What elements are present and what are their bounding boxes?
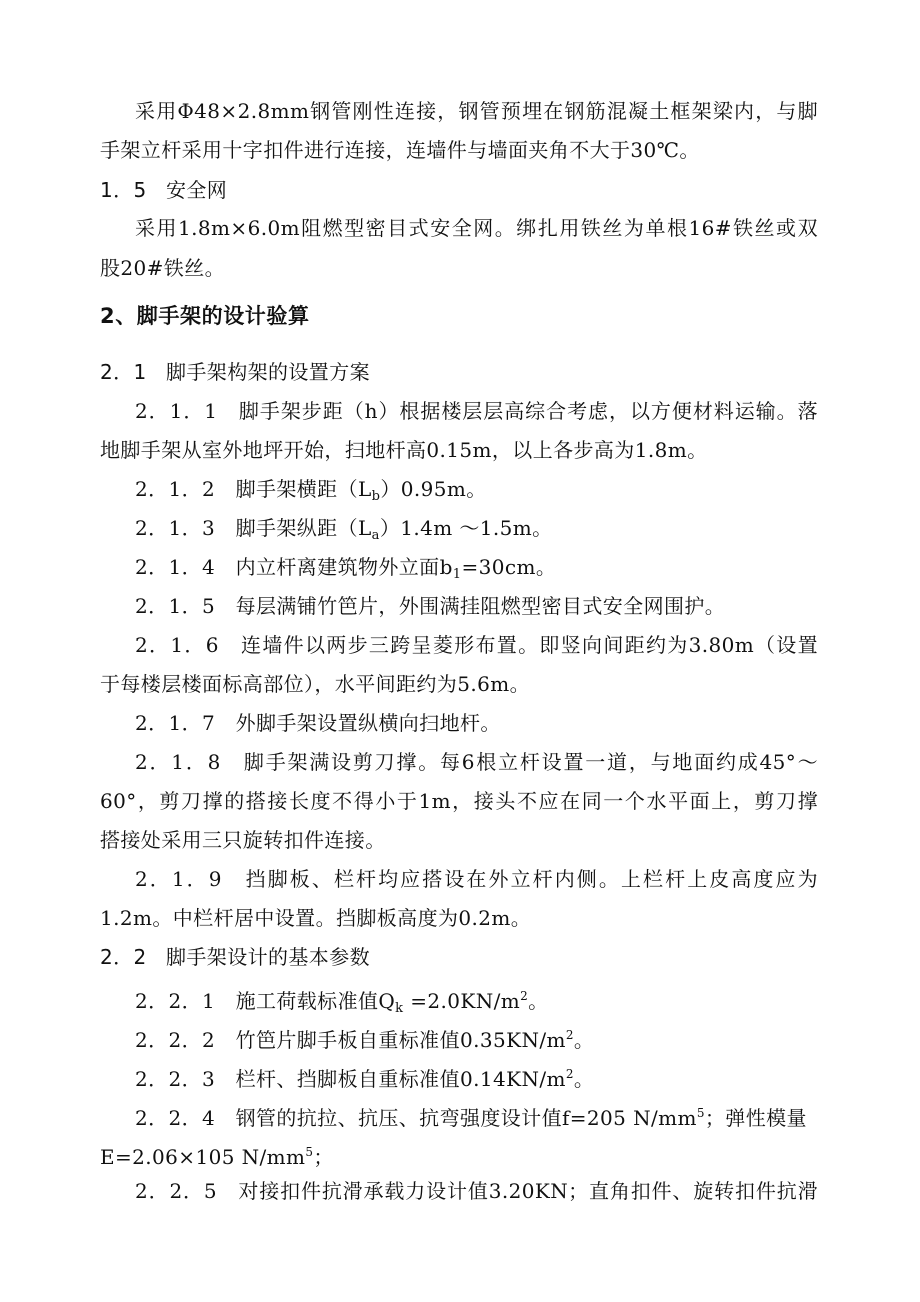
paragraph-line: 搭接处采用三只旋转扣件连接。 [100,828,386,852]
paragraph-line: 采用Φ48×2.8mm钢管刚性连接，钢管预埋在钢筋混凝土框架梁内，与脚 [135,99,818,123]
subscript: b [371,489,381,504]
paragraph-line: 2．1．7 外脚手架设置纵横向扫地杆。 [135,711,501,735]
superscript: 2 [520,989,529,1003]
text-run: 2．1．4 内立杆离建筑物外立面b [135,555,453,579]
text-run: ； [313,1145,334,1169]
subscript: a [371,528,380,543]
paragraph-line: 手架立杆采用十字扣件进行连接，连墙件与墙面夹角不大于30℃。 [100,138,700,162]
paragraph-line: 2．1．8 脚手架满设剪刀撑。每6根立杆设置一道，与地面约成45°～ [135,750,818,774]
paragraph-line [135,1022,594,1053]
paragraph-line [135,983,549,1022]
paragraph-line: 1.2m。中栏杆居中设置。挡脚板高度为0.2m。 [100,906,532,930]
subscript: 1 [452,567,462,582]
section-number: 2．1 [100,360,147,384]
paragraph-line: 2．1．9 挡脚板、栏杆均应搭设在外立杆内侧。上栏杆上皮高度应为 [135,867,818,891]
section-number: 1．5 [100,178,147,202]
section-title: 脚手架设计的基本参数 [166,945,370,969]
section-title: 脚手架构架的设置方案 [166,360,370,384]
paragraph-line [135,476,487,510]
text-run: 2．1．2 脚手架横距（L [135,477,372,501]
text-run: 2．1．3 脚手架纵距（L [135,516,372,540]
section-heading-2-2 [100,944,370,970]
paragraph-line: 股20#铁丝。 [100,256,226,280]
text-run: 。 [573,1028,595,1052]
superscript: 2 [565,1028,574,1042]
text-run: =2.0KN/m [403,989,521,1013]
text-run: ；弹性模量 [704,1106,807,1130]
paragraph-line: 地脚手架从室外地坪开始，扫地杆高0.15m，以上各步高为1.8m。 [100,438,708,462]
section-title: 安全网 [166,178,228,202]
text-run: 。 [573,1067,595,1091]
chapter-heading: 2、脚手架的设计验算 [100,304,310,328]
section-heading-2-1 [100,359,370,385]
section-number: 2．2 [100,945,147,969]
text-run: 2．2．4 钢管的抗拉、抗压、抗弯强度设计值f=205 N/mm [135,1106,697,1130]
paragraph-line: 于每楼层楼面标高部位），水平间距约为5.6m。 [100,672,530,696]
superscript: 5 [696,1106,705,1120]
paragraph-line: 2．1．5 每层满铺竹笆片，外围满挂阻燃型密目式安全网围护。 [135,594,726,618]
paragraph-line: 采用1.8m×6.0m阻燃型密目式安全网。绑扎用铁丝为单根16#铁丝或双 [135,216,818,240]
paragraph-line [100,1139,334,1170]
superscript: 2 [565,1067,574,1081]
paragraph-line [135,515,553,549]
text-run: ）1.4m ～1.5m。 [379,516,553,540]
text-run: E=2.06×105 N/mm [100,1145,306,1169]
superscript: 5 [305,1145,314,1159]
subscript: k [395,1001,404,1016]
paragraph-line [135,1100,807,1131]
paragraph-line: 2．2．5 对接扣件抗滑承载力设计值3.20KN；直角扣件、旋转扣件抗滑 [135,1179,818,1203]
paragraph-line [135,554,556,588]
text-run: ）0.95m。 [380,477,487,501]
paragraph-line: 2．1．1 脚手架步距（h）根据楼层层高综合考虑，以方便材料运输。落 [135,399,818,423]
text-run: 2．2．2 竹笆片脚手板自重标准值0.35KN/m [135,1028,566,1052]
text-run: =30cm。 [461,555,557,579]
section-heading-1-5 [100,177,227,203]
paragraph-line: 60°，剪刀撑的搭接长度不得小于1m，接头不应在同一个水平面上，剪刀撑 [100,789,818,813]
paragraph-line [135,1061,594,1092]
text-run: 2．2．3 栏杆、挡脚板自重标准值0.14KN/m [135,1067,566,1091]
text-run: 。 [528,989,549,1013]
text-run: 2．2．1 施工荷载标准值Q [135,989,396,1013]
paragraph-line: 2．1．6 连墙件以两步三跨呈菱形布置。即竖向间距约为3.80m（设置 [135,633,818,657]
